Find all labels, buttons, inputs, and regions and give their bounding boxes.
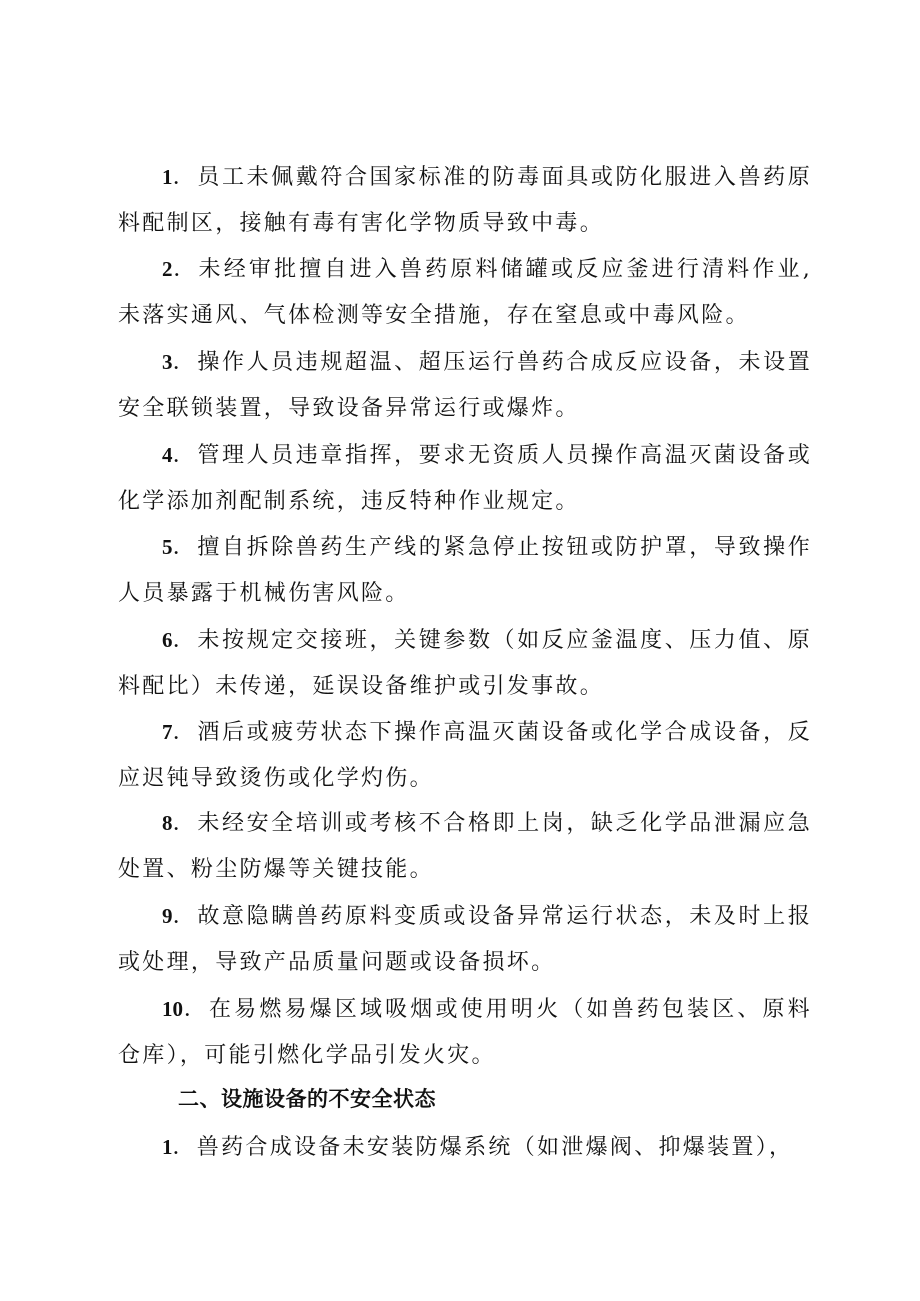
item-number: 10 xyxy=(162,997,183,1021)
item-text: ．酒后或疲劳状态下操作高温灭菌设备或化学合成设备，反应迟钝导致烫伤或化学灼伤。 xyxy=(118,720,812,791)
item-text: ．故意隐瞒兽药原料变质或设备异常运行状态，未及时上报或处理，导致产品质量问题或设备损坏。 xyxy=(118,904,812,975)
item-number: 1 xyxy=(162,165,173,189)
list-item xyxy=(118,339,812,432)
item-text: ．未按规定交接班，关键参数（如反应釜温度、压力值、原料配比）未传递，延误设备维护或引发事故。 xyxy=(118,628,812,699)
item-number: 1 xyxy=(162,1135,173,1159)
section-heading: 二、设施设备的不安全状态 xyxy=(178,1087,436,1111)
item-text: ．在易燃易爆区域吸烟或使用明火（如兽药包装区、原料仓库），可能引燃化学品引发火灾。 xyxy=(118,997,812,1068)
list-item xyxy=(118,524,812,617)
list-item xyxy=(118,986,812,1079)
list-item xyxy=(118,432,812,525)
list-item xyxy=(118,800,812,893)
list-item xyxy=(118,893,812,986)
item-number: 8 xyxy=(162,811,173,835)
item-text: ．兽药合成设备未安装防爆系统（如泄爆阀、抑爆装置）， xyxy=(172,1135,794,1160)
list-item xyxy=(118,709,812,802)
list-item xyxy=(118,1124,812,1171)
item-text: ．擅自拆除兽药生产线的紧急停止按钮或防护罩，导致操作人员暴露于机械伤害风险。 xyxy=(118,535,812,606)
item-number: 9 xyxy=(162,904,173,928)
item-text: ．管理人员违章指挥，要求无资质人员操作高温灭菌设备或化学添加剂配制系统，违反特种作业规定。 xyxy=(118,443,812,514)
item-text: ．未经审批擅自进入兽药原料储罐或反应釜进行清料作业,未落实通风、气体检测等安全措施，存在窒息或中毒风险。 xyxy=(118,257,812,328)
item-number: 7 xyxy=(162,720,173,744)
list-item xyxy=(118,617,812,710)
item-number: 2 xyxy=(162,257,173,281)
item-number: 6 xyxy=(162,628,173,652)
item-number: 3 xyxy=(162,350,173,374)
list-item xyxy=(118,154,812,247)
item-number: 5 xyxy=(162,535,173,559)
item-text: ．未经安全培训或考核不合格即上岗，缺乏化学品泄漏应急处置、粉尘防爆等关键技能。 xyxy=(118,811,812,882)
list-item xyxy=(118,246,812,339)
item-number: 4 xyxy=(162,443,173,467)
item-text: ．操作人员违规超温、超压运行兽药合成反应设备，未设置安全联锁装置，导致设备异常运行或爆炸。 xyxy=(118,350,812,421)
item-text: ．员工未佩戴符合国家标准的防毒面具或防化服进入兽药原料配制区，接触有毒有害化学物质导致中毒。 xyxy=(118,165,812,236)
